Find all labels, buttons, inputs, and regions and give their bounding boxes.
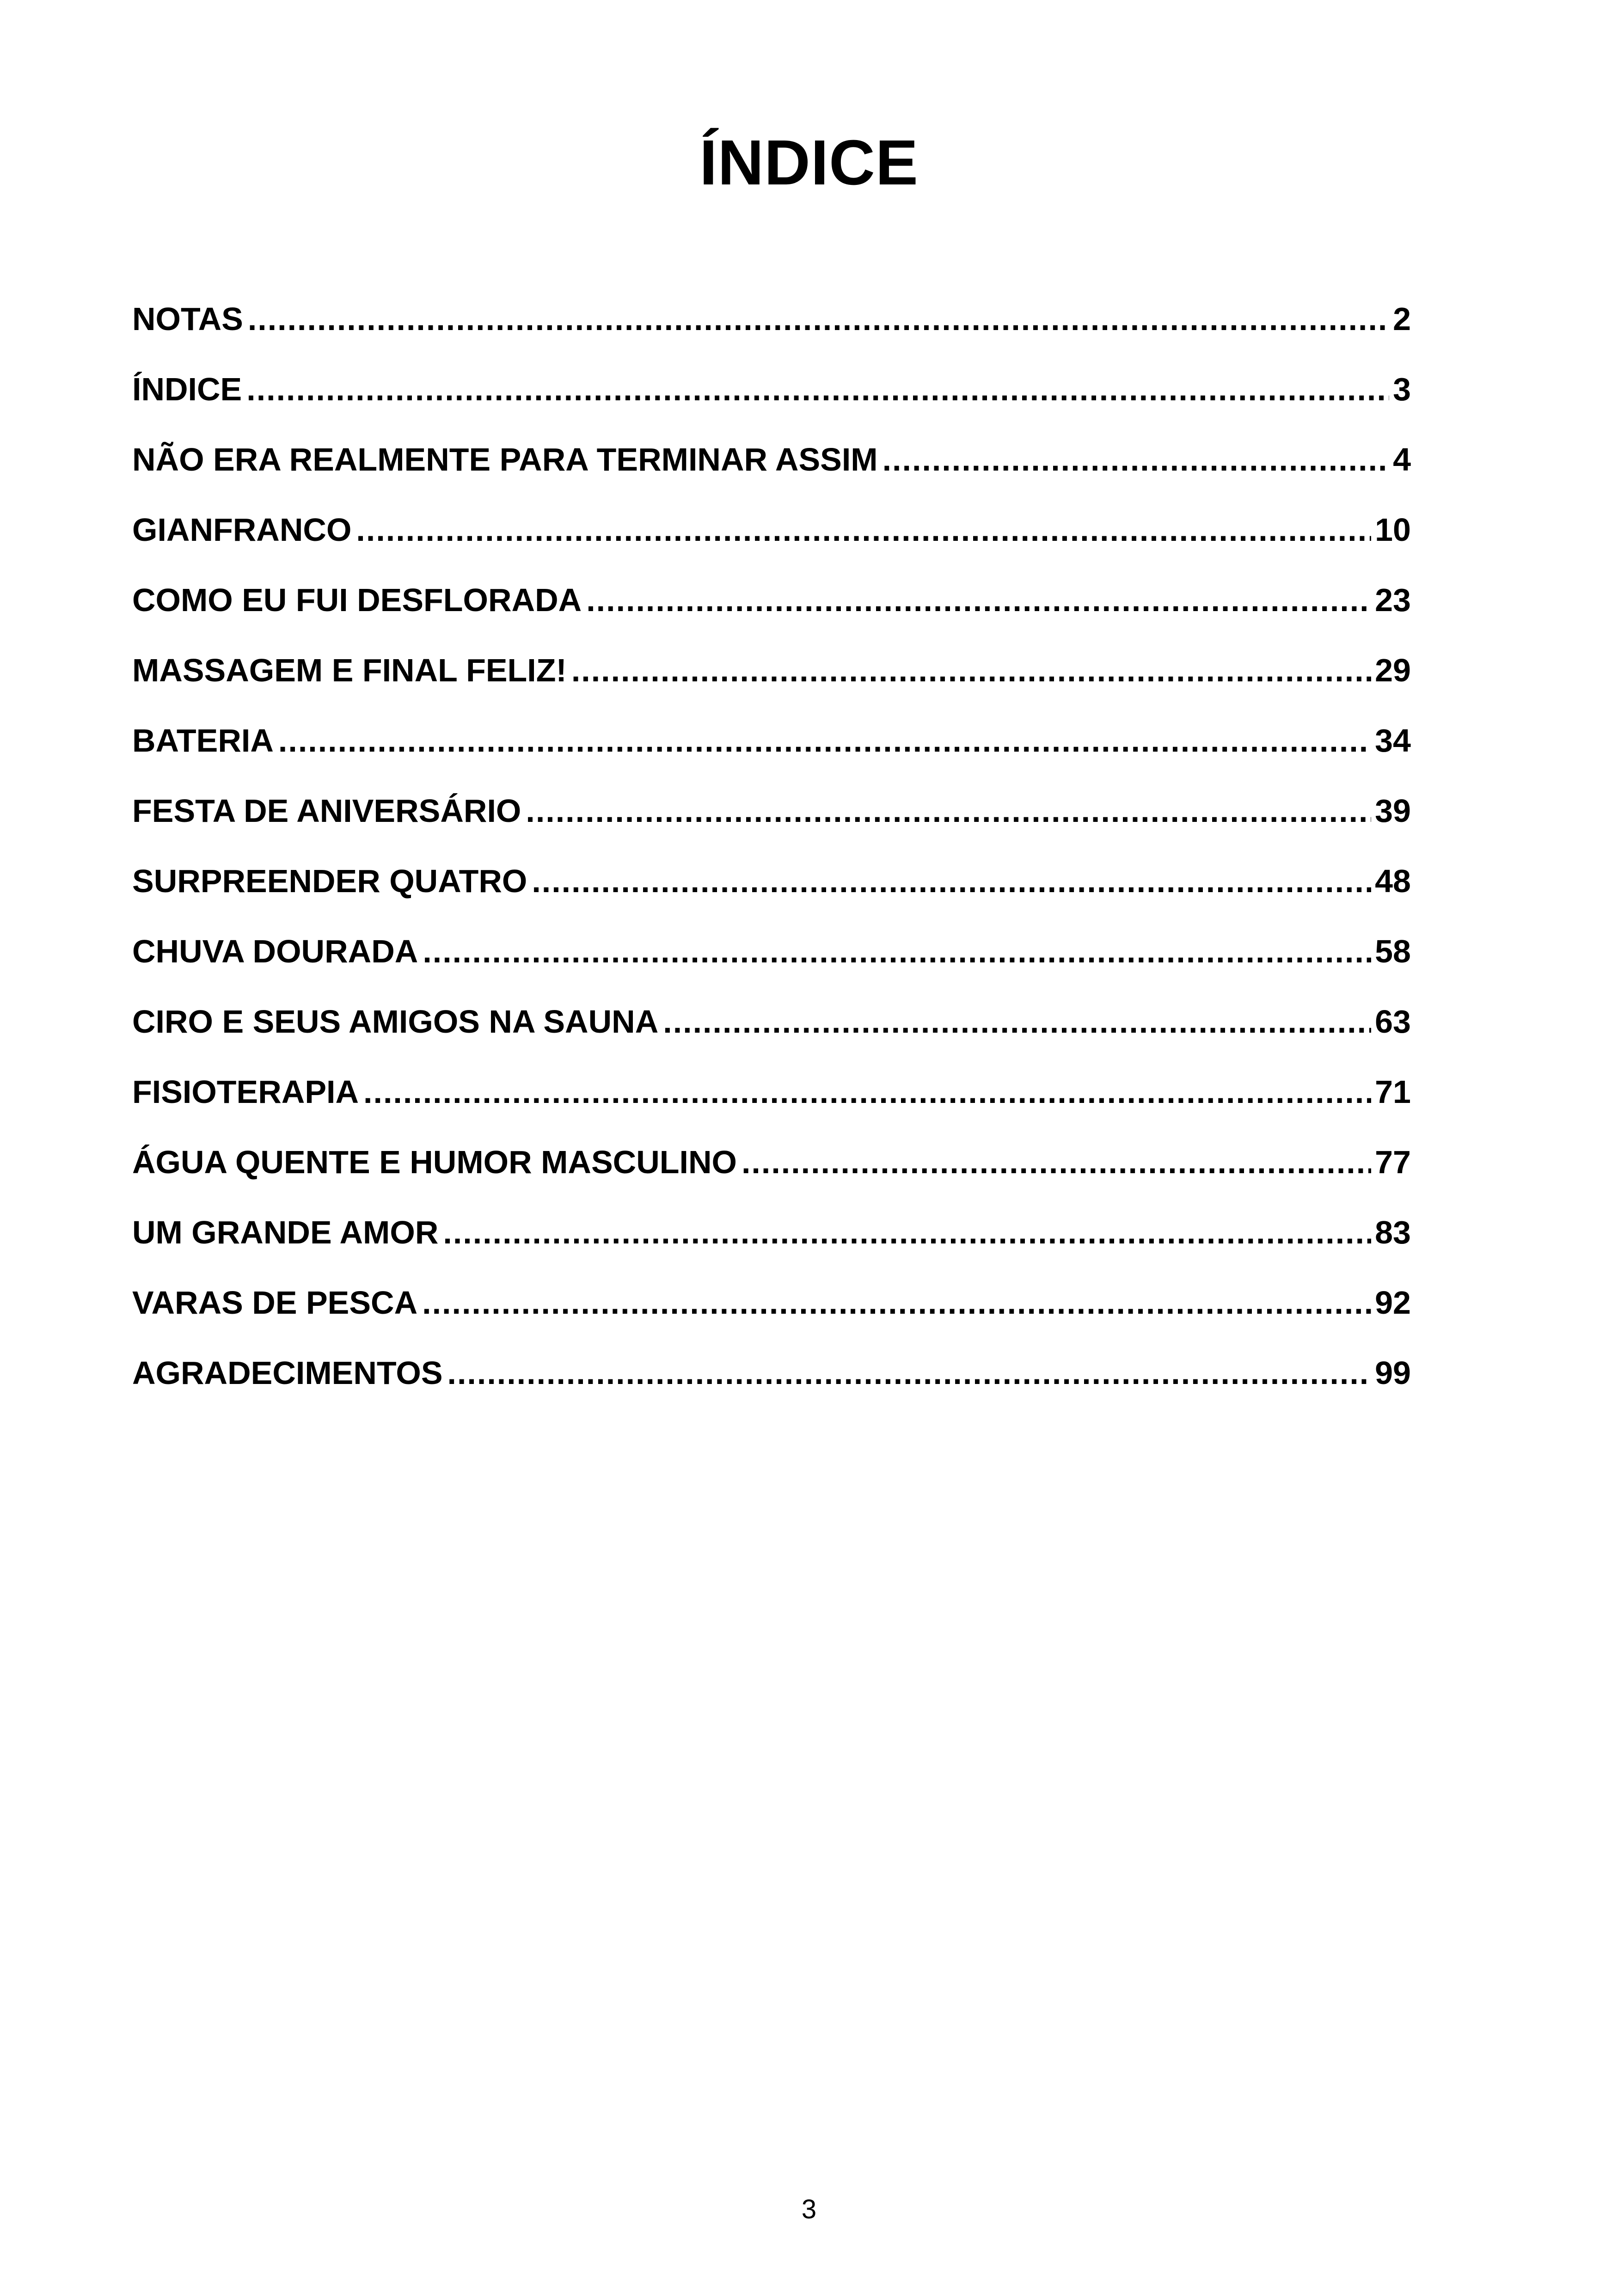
toc-entry-page: 83 <box>1375 1214 1411 1250</box>
toc-dot-leader <box>586 577 1371 623</box>
toc-entry-page: 71 <box>1375 1074 1411 1110</box>
toc-entry[interactable] <box>132 577 1411 647</box>
toc-dot-leader <box>532 858 1371 904</box>
toc-entry-page: 10 <box>1375 512 1411 548</box>
toc-dot-leader <box>571 647 1371 693</box>
toc-entry-title: CIRO E SEUS AMIGOS NA SAUNA <box>132 1004 659 1040</box>
toc-dot-leader <box>742 1139 1371 1185</box>
toc-dot-leader <box>526 788 1371 834</box>
toc-dot-leader <box>363 1069 1371 1115</box>
toc-entry[interactable] <box>132 788 1411 858</box>
toc-entry-page: 58 <box>1375 933 1411 969</box>
toc-entry-page: 77 <box>1375 1144 1411 1180</box>
toc-entry[interactable] <box>132 717 1411 788</box>
toc-entry-page: 23 <box>1375 582 1411 618</box>
toc-entry-title: AGRADECIMENTOS <box>132 1355 443 1391</box>
toc-entry-title: GIANFRANCO <box>132 512 352 548</box>
toc-entry-page: 29 <box>1375 652 1411 688</box>
toc-entry[interactable] <box>132 436 1411 507</box>
toc-entry-title: NOTAS <box>132 301 243 337</box>
toc-entry[interactable] <box>132 1139 1411 1209</box>
toc-entry-title: UM GRANDE AMOR <box>132 1214 439 1250</box>
toc-entry-title: NÃO ERA REALMENTE PARA TERMINAR ASSIM <box>132 441 878 478</box>
toc-dot-leader <box>278 717 1371 764</box>
toc-entry[interactable] <box>132 858 1411 928</box>
toc-entry[interactable] <box>132 1350 1411 1420</box>
toc-dot-leader <box>246 366 1389 412</box>
toc-entry-title: CHUVA DOURADA <box>132 933 418 969</box>
page-number: 3 <box>801 2194 817 2224</box>
toc-entry[interactable] <box>132 1280 1411 1350</box>
toc-entry[interactable] <box>132 1209 1411 1280</box>
toc-entry-title: ÁGUA QUENTE E HUMOR MASCULINO <box>132 1144 737 1180</box>
toc-entry-page: 4 <box>1393 441 1411 478</box>
toc-entry-title: FESTA DE ANIVERSÁRIO <box>132 793 521 829</box>
toc-entry[interactable] <box>132 647 1411 717</box>
toc-entry-page: 48 <box>1375 863 1411 899</box>
toc-entry-page: 2 <box>1393 301 1411 337</box>
toc-dot-leader <box>422 1280 1371 1326</box>
toc-dot-leader <box>356 507 1371 553</box>
toc-entry[interactable] <box>132 1069 1411 1139</box>
toc-entry-page: 34 <box>1375 722 1411 759</box>
toc-dot-leader <box>443 1209 1371 1255</box>
toc-dot-leader <box>248 296 1389 342</box>
toc-entry[interactable] <box>132 928 1411 998</box>
toc-entry-title: MASSAGEM E FINAL FELIZ! <box>132 652 567 688</box>
toc-entry-page: 99 <box>1375 1355 1411 1391</box>
toc-entry-page: 3 <box>1393 371 1411 407</box>
toc-entry[interactable] <box>132 998 1411 1069</box>
toc-entry-title: BATERIA <box>132 722 274 759</box>
page-title: ÍNDICE <box>699 127 919 199</box>
toc-entry-page: 92 <box>1375 1285 1411 1321</box>
toc-entry-title: SURPREENDER QUATRO <box>132 863 527 899</box>
toc-dot-leader <box>663 998 1371 1045</box>
toc-dot-leader <box>883 436 1389 483</box>
toc-entry[interactable] <box>132 296 1411 366</box>
toc-entry-page: 63 <box>1375 1004 1411 1040</box>
table-of-contents <box>132 296 1411 1420</box>
toc-entry-page: 39 <box>1375 793 1411 829</box>
toc-entry-title: ÍNDICE <box>132 371 242 407</box>
toc-entry-title: FISIOTERAPIA <box>132 1074 359 1110</box>
toc-entry[interactable] <box>132 366 1411 436</box>
toc-dot-leader <box>447 1350 1372 1396</box>
toc-entry[interactable] <box>132 507 1411 577</box>
toc-entry-title: COMO EU FUI DESFLORADA <box>132 582 582 618</box>
toc-dot-leader <box>423 928 1371 974</box>
toc-entry-title: VARAS DE PESCA <box>132 1285 418 1321</box>
